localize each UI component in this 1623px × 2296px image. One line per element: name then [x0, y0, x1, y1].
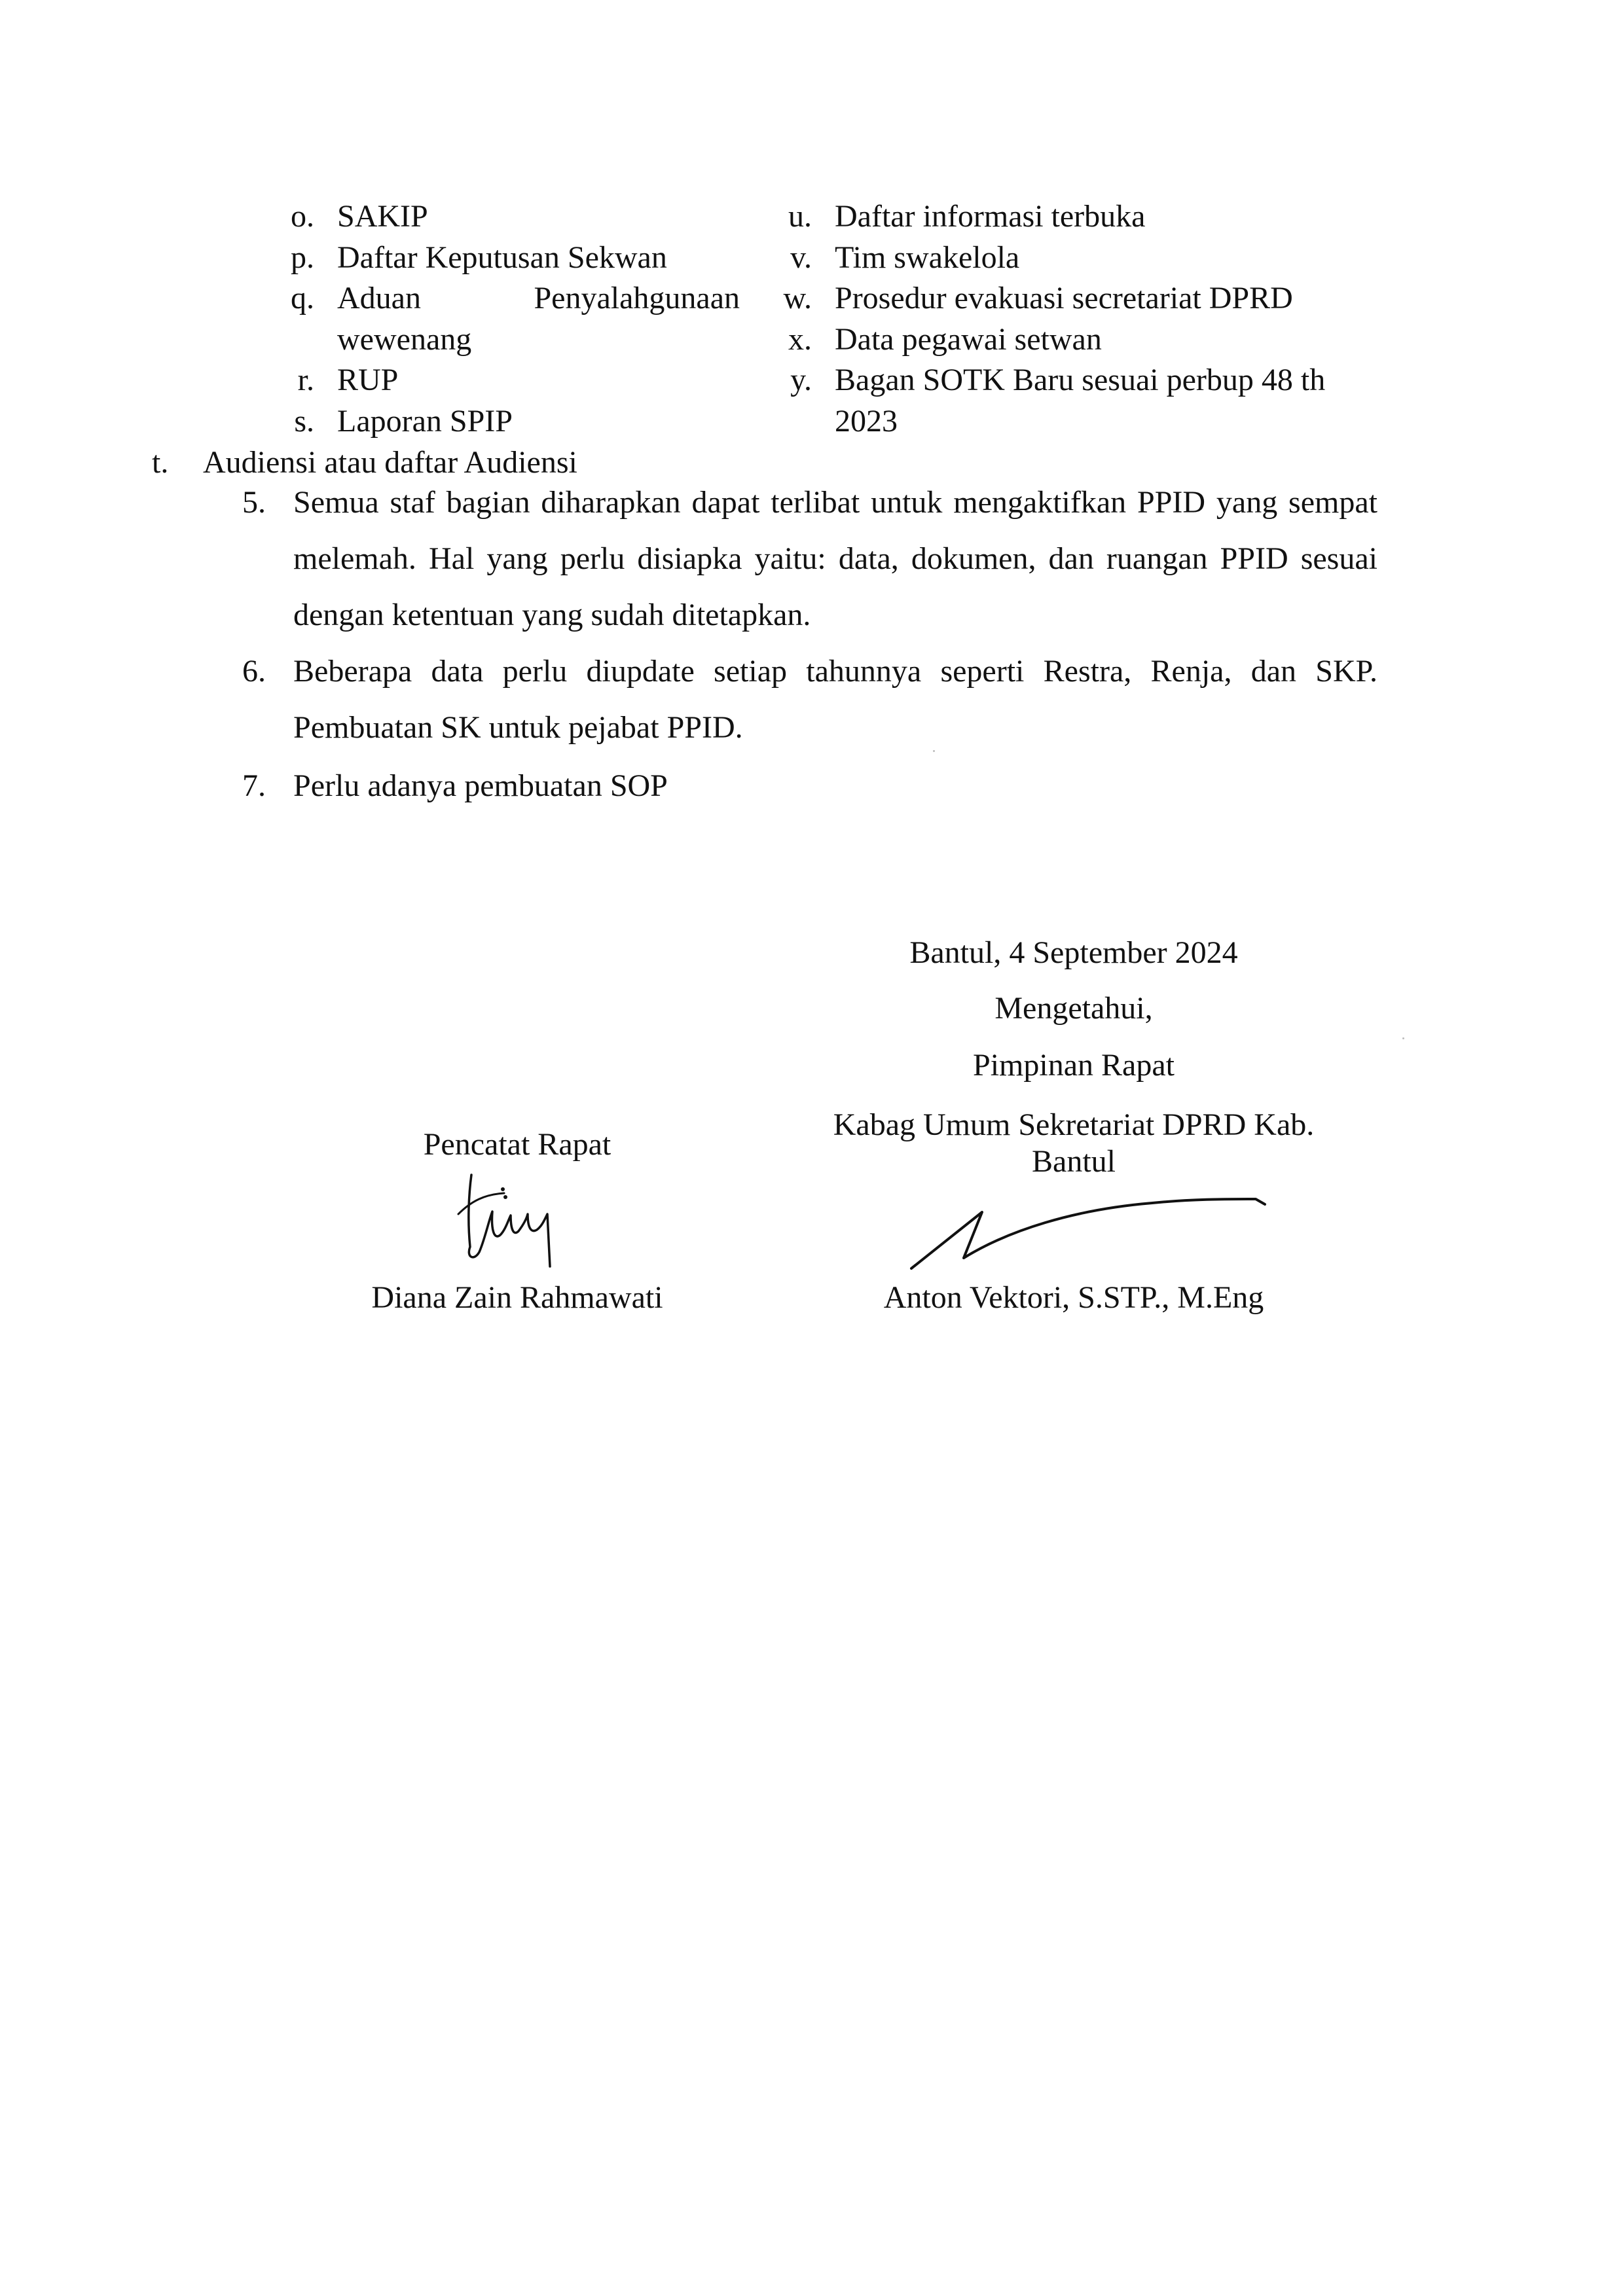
paragraph-line: Perlu adanya pembuatan SOP: [293, 768, 668, 803]
list-item: Bagan SOTK Baru sesuai perbup 48 th: [835, 363, 1326, 397]
list-letter: x.: [788, 322, 812, 357]
chair-title-cont: Bantul: [1032, 1144, 1116, 1179]
scan-speck: [933, 750, 935, 752]
list-item: SAKIP: [337, 199, 428, 234]
list-item: Daftar Keputusan Sekwan: [337, 240, 667, 275]
recorder-label: Pencatat Rapat: [423, 1127, 611, 1162]
recorder-name: Diana Zain Rahmawati: [371, 1280, 663, 1315]
list-item: Tim swakelola: [835, 240, 1020, 275]
recorder-signature-image: [445, 1168, 576, 1273]
chair-name: Anton Vektori, S.STP., M.Eng: [883, 1280, 1264, 1315]
list-letter: q.: [291, 281, 314, 315]
chair-signature-image: [903, 1185, 1270, 1283]
chair-label: Pimpinan Rapat: [973, 1048, 1175, 1083]
list-letter: o.: [291, 199, 314, 234]
list-letter: s.: [294, 404, 314, 439]
acknowledged-label: Mengetahui,: [994, 991, 1153, 1026]
list-letter: u.: [788, 199, 812, 234]
list-letter: t.: [152, 445, 169, 480]
paragraph-line: Beberapa data perlu diupdate setiap tahunnya seperti Restra, Renja, dan SKP.: [293, 654, 1377, 689]
chair-title: Kabag Umum Sekretariat DPRD Kab.: [833, 1107, 1315, 1142]
paragraph-line: melemah. Hal yang perlu disiapka yaitu: data, dokumen, dan ruangan PPID sesuai: [293, 541, 1377, 576]
list-item: Penyalahgunaan: [534, 281, 740, 315]
list-item: Daftar informasi terbuka: [835, 199, 1146, 234]
list-letter: v.: [790, 240, 812, 275]
list-item: Audiensi atau daftar Audiensi: [203, 445, 577, 480]
list-item-continuation: wewenang: [337, 322, 472, 357]
paragraph-line: Pembuatan SK untuk pejabat PPID.: [293, 710, 743, 745]
scan-speck: [1402, 1037, 1404, 1039]
list-letter: w.: [783, 281, 812, 315]
list-letter: r.: [297, 363, 314, 397]
list-item: Data pegawai setwan: [835, 322, 1102, 357]
item-number: 7.: [242, 768, 266, 803]
list-item: RUP: [337, 363, 399, 397]
list-item-continuation: 2023: [835, 404, 898, 439]
paragraph-line: dengan ketentuan yang sudah ditetapkan.: [293, 598, 811, 632]
item-number: 6.: [242, 654, 266, 689]
item-number: 5.: [242, 485, 266, 520]
list-letter: y.: [790, 363, 812, 397]
list-item: Laporan SPIP: [337, 404, 513, 439]
list-item: Prosedur evakuasi secretariat DPRD: [835, 281, 1293, 315]
place-date: Bantul, 4 September 2024: [909, 935, 1238, 970]
list-item: Aduan: [337, 281, 421, 315]
paragraph-line: Semua staf bagian diharapkan dapat terlibat untuk mengaktifkan PPID yang sempat: [293, 485, 1377, 520]
list-letter: p.: [291, 240, 314, 275]
